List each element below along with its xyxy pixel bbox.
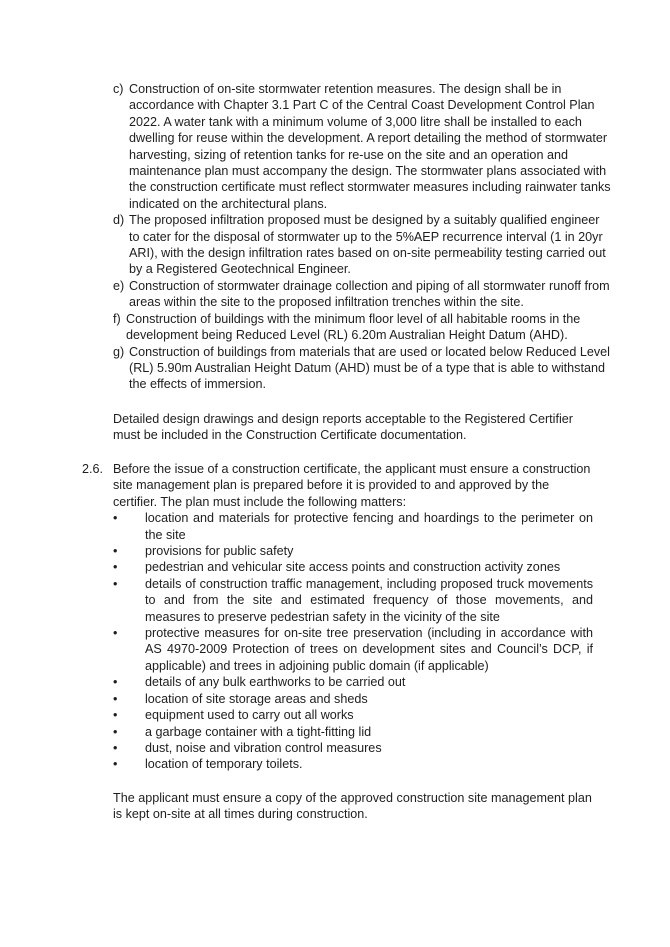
bullet-item xyxy=(113,625,593,674)
bullet-item xyxy=(113,740,593,756)
bullet-item xyxy=(113,756,593,772)
bullet-item xyxy=(113,576,593,625)
bullet-text: pedestrian and vehicular site access points and construction activity zones xyxy=(145,560,561,575)
list-item xyxy=(113,278,613,311)
list-item-text: The proposed infiltration proposed must be designed by a suitably qualified engineer to cater for the disposal of stormwater up to the 5%AEP recurrence interval (1 in 20yr ARI), with the design infiltration rates based on on-site permeability testing carried out by a Registered Geotechnical Engineer. xyxy=(129,213,606,277)
bullet-icon: • xyxy=(113,576,118,591)
bullet-item xyxy=(113,724,593,740)
list-item-label: g) xyxy=(113,344,125,359)
bullet-text: details of any bulk earthworks to be carried out xyxy=(145,675,406,690)
bullet-icon: • xyxy=(113,724,118,739)
list-item-text: Construction of stormwater drainage collection and piping of all stormwater runoff from areas within the site to the proposed infiltration trenches within the site. xyxy=(129,278,610,310)
bullet-text: location and materials for protective fencing and hoardings to the perimeter on the site xyxy=(145,511,593,542)
bullet-text: location of site storage areas and sheds xyxy=(145,691,368,706)
list-item xyxy=(113,344,613,393)
bullet-item xyxy=(113,559,593,575)
bullet-item xyxy=(113,674,593,690)
list-item-text: Construction of on-site stormwater retention measures. The design shall be in accordance with Chapter 3.1 Part C of the Central Coast Development Control Plan 2022. A water tank with a minimum volume of 3,000 litre shall be installed to each dwelling for reuse within the development. A report detailing the method of stormwater harvesting, sizing of retention tanks for re-use on the site and an operation and maintenance plan must accompany the design. The stormwater plans associated with the construction certificate must reflect stormwater measures including rainwater tanks indicated on the architectural plans. xyxy=(129,82,611,211)
bullet-icon: • xyxy=(113,544,118,559)
list-item xyxy=(113,311,613,344)
closing-paragraph: The applicant must ensure a copy of the approved construction site management plan is kept on-site at all times during construction. xyxy=(113,791,592,822)
list-item xyxy=(113,212,613,278)
list-item-label: e) xyxy=(113,278,125,293)
bullet-text: details of construction traffic management, including proposed truck movements to and from the site and estimated frequency of those movements, and measures to preserve pedestrian safety in the vicinity of the site xyxy=(145,576,593,624)
list-item-label: d) xyxy=(113,213,125,228)
bullet-icon: • xyxy=(113,740,118,755)
bullet-text: dust, noise and vibration control measures xyxy=(145,740,382,755)
section-number: 2.6. xyxy=(82,462,104,476)
list-item-label: c) xyxy=(113,82,124,96)
list-item-text: Construction of buildings from materials that are used or located below Reduced Level (RL) 5.90m Australian Height Datum (AHD) must be of a type that is able to withstand the effects of immersion. xyxy=(129,344,610,392)
bullet-item xyxy=(113,510,593,543)
bullet-text: protective measures for on-site tree preservation (including in accordance with AS 4970-2009 Protection of trees on development sites and Council’s DCP, if applicable) and trees in adjoining public domain (if applicable) xyxy=(145,626,593,673)
lettered-conditions-list xyxy=(113,81,613,393)
bullet-item xyxy=(113,707,593,723)
bullet-icon: • xyxy=(113,691,118,706)
design-note-paragraph: Detailed design drawings and design reports acceptable to the Registered Certifier must be included in the Construction Certificate documentation. xyxy=(113,412,573,443)
bullet-text: provisions for public safety xyxy=(145,544,294,559)
list-item xyxy=(113,81,613,212)
bullet-icon: • xyxy=(113,757,118,772)
bullet-text: location of temporary toilets. xyxy=(145,757,303,772)
section-2-6 xyxy=(82,461,602,773)
bullet-icon: • xyxy=(113,560,118,575)
bullet-text: a garbage container with a tight-fitting lid xyxy=(145,724,372,739)
list-item-label: f) xyxy=(113,311,121,326)
list-item-text: Construction of buildings with the minimum floor level of all habitable rooms in the development being Reduced Level (RL) 6.20m Australian Height Datum (AHD). xyxy=(126,311,581,343)
bullet-icon: • xyxy=(113,511,118,526)
bullet-text: equipment used to carry out all works xyxy=(145,708,354,723)
section-intro: Before the issue of a construction certificate, the applicant must ensure a construction site management plan is prepared before it is provided to and approved by the certifier. The plan must include the following matters: xyxy=(113,462,591,509)
bullet-list xyxy=(113,510,593,773)
bullet-icon: • xyxy=(113,708,118,723)
bullet-icon: • xyxy=(113,626,118,641)
bullet-item xyxy=(113,543,593,559)
bullet-icon: • xyxy=(113,675,118,690)
bullet-item xyxy=(113,691,593,707)
